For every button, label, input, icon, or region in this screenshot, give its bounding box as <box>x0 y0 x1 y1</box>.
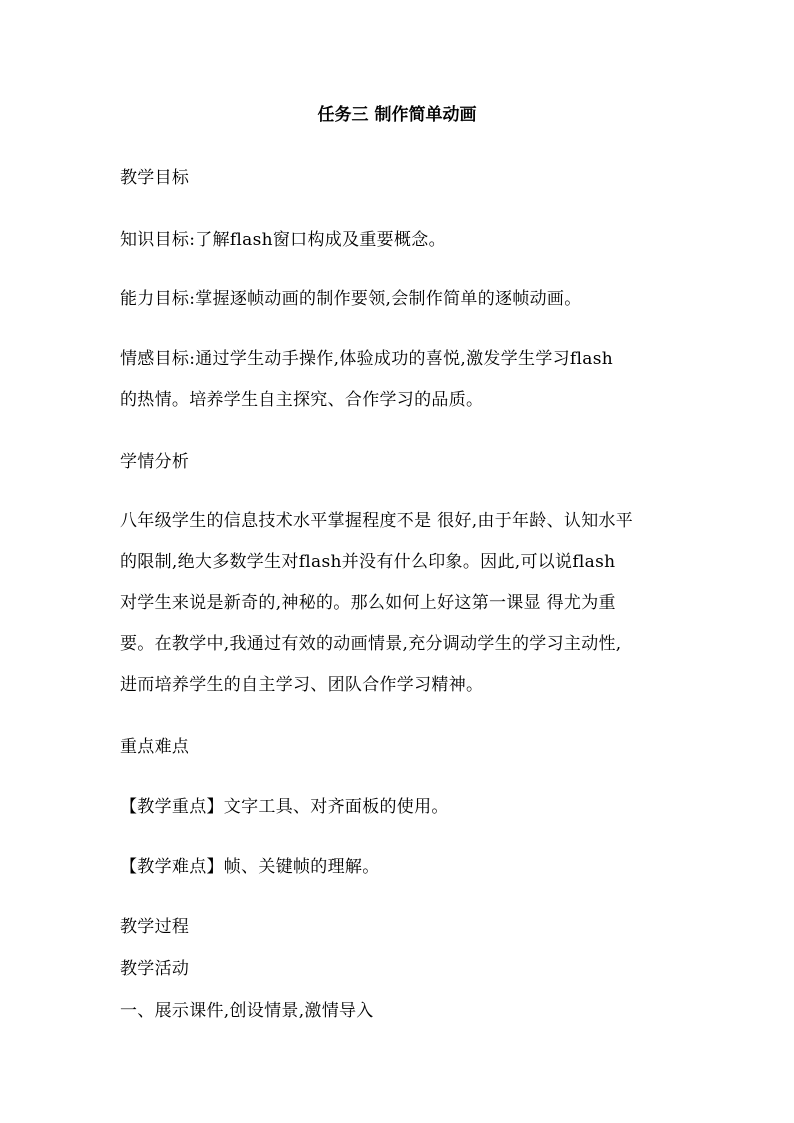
teaching-difficulty: 【教学难点】帧、关键帧的理解。 <box>120 857 380 877</box>
document-title: 任务三 制作简单动画 <box>317 105 477 125</box>
emotion-goal-line-2: 的热情。培养学生自主探究、合作学习的品质。 <box>120 390 484 410</box>
student-analysis-line: 要。在教学中,我通过有效的动画情景,充分调动学生的学习主动性, <box>120 634 622 654</box>
teaching-focus: 【教学重点】文字工具、对齐面板的使用。 <box>120 797 449 817</box>
student-analysis-line: 八年级学生的信息技术水平掌握程度不是 很好,由于年龄、认知水平 <box>120 511 634 531</box>
process-step-1: 一、展示课件,创设情景,激情导入 <box>120 1001 374 1021</box>
ability-goal: 能力目标:掌握逐帧动画的制作要领,会制作简单的逐帧动画。 <box>120 289 582 309</box>
student-analysis-line: 对学生来说是新奇的,神秘的。那么如何上好这第一课显 得尤为重 <box>120 593 616 613</box>
student-analysis-heading: 学情分析 <box>120 452 190 472</box>
student-analysis-line: 进而培养学生的自主学习、团队合作学习精神。 <box>120 675 484 695</box>
emotion-goal-line-1: 情感目标:通过学生动手操作,体验成功的喜悦,激发学生学习flash <box>120 349 613 369</box>
knowledge-goal: 知识目标:了解flash窗口构成及重要概念。 <box>120 230 446 250</box>
student-analysis-line: 的限制,绝大多数学生对flash并没有什么印象。因此,可以说flash <box>120 552 616 572</box>
teaching-goals-heading: 教学目标 <box>120 168 190 188</box>
teaching-process-heading: 教学过程 <box>120 917 190 937</box>
key-points-heading: 重点难点 <box>120 737 190 757</box>
teaching-activity-heading: 教学活动 <box>120 959 190 979</box>
